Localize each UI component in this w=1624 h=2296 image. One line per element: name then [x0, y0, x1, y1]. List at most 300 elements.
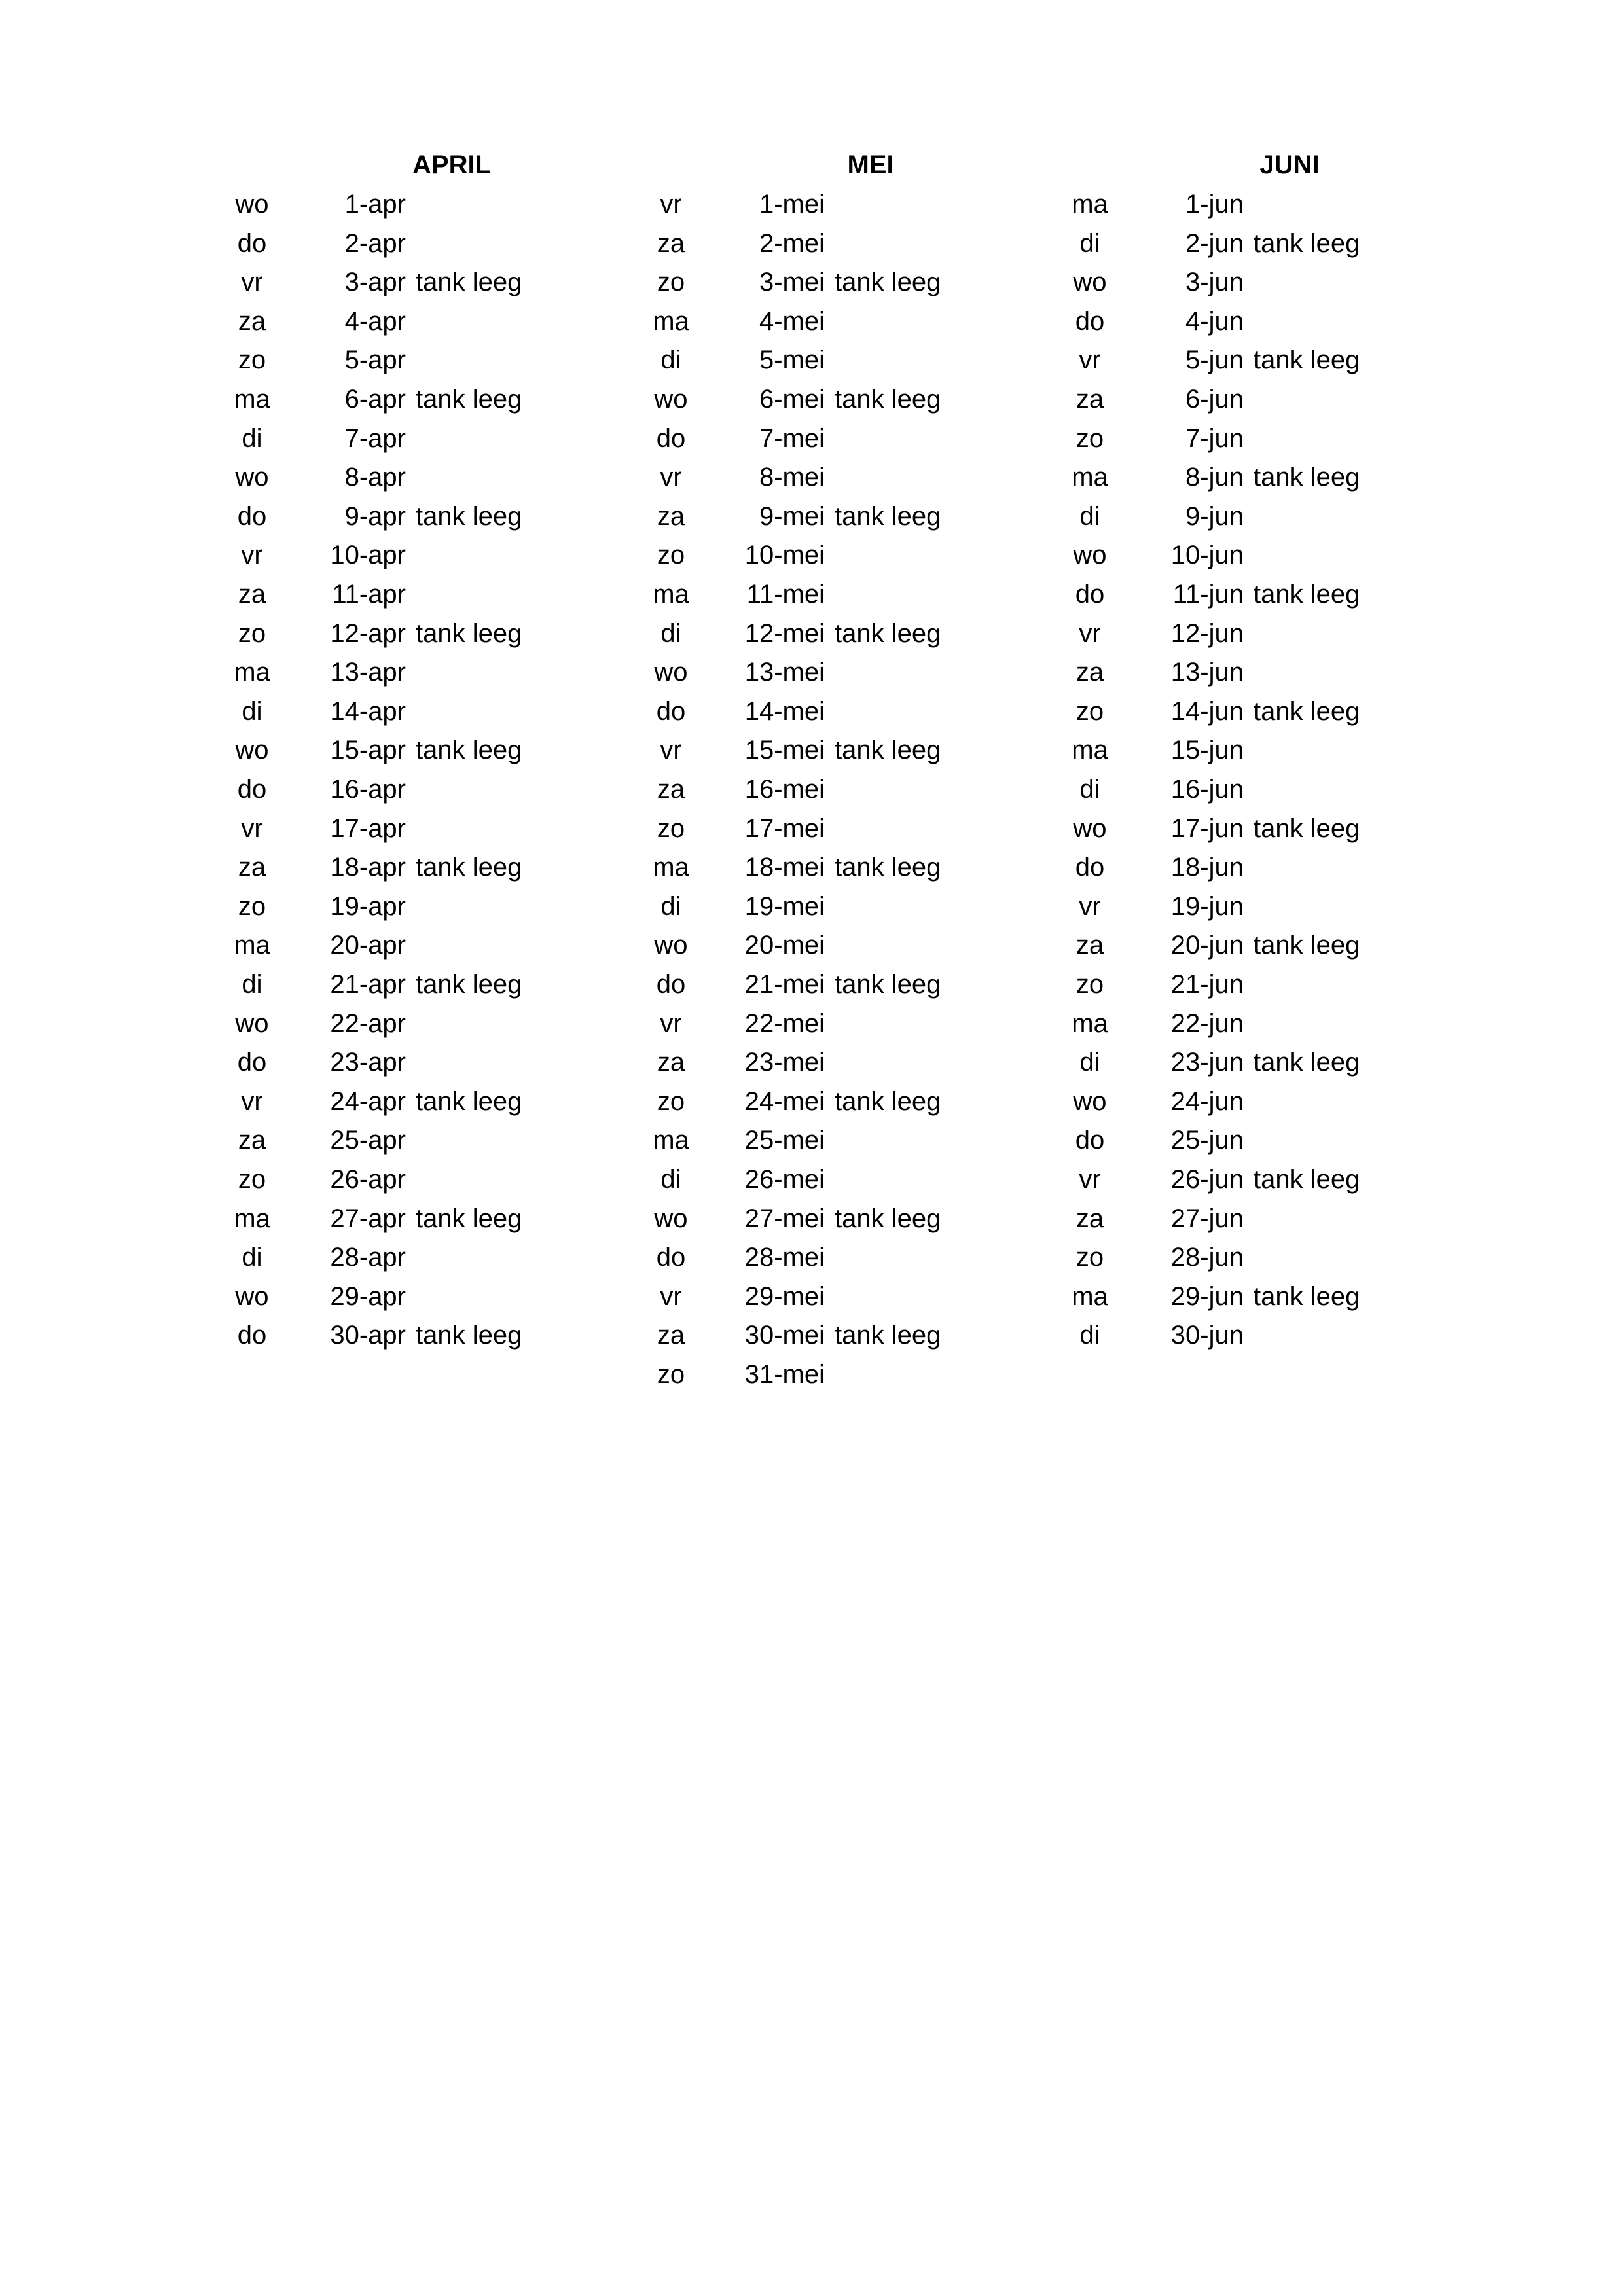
date-label: 5-mei [759, 346, 825, 375]
date-label: 24-apr [330, 1086, 406, 1116]
date-label: 21-apr [330, 970, 406, 999]
calendar-row [216, 1004, 687, 1043]
weekday-label: do [1075, 580, 1105, 609]
weekday-label: za [1075, 1204, 1104, 1233]
date-label: 13-jun [1170, 658, 1244, 687]
tank-status-note: tank leeg [1254, 1165, 1360, 1194]
calendar-row [216, 262, 687, 302]
date-label: 6-apr [344, 385, 406, 414]
date-label: 16-jun [1170, 775, 1244, 804]
weekday-label: di [1079, 1321, 1100, 1350]
weekday-label: vr [660, 190, 682, 219]
weekday-label: vr [1079, 346, 1101, 375]
date-label: 4-apr [344, 306, 406, 336]
date-label: 15-mei [744, 736, 825, 765]
weekday-label: do [237, 1048, 267, 1077]
calendar-row [216, 809, 687, 848]
calendar-row [1054, 1238, 1525, 1277]
weekday-label: do [656, 696, 686, 726]
weekday-label: ma [653, 306, 689, 336]
calendar-row [216, 302, 687, 341]
calendar-row [1054, 614, 1525, 653]
weekday-label: vr [1079, 619, 1101, 648]
date-label: 21-jun [1170, 970, 1244, 999]
weekday-label: zo [657, 268, 685, 297]
calendar-row [635, 457, 1106, 497]
tank-status-note: tank leeg [835, 1086, 941, 1116]
date-label: 10-mei [744, 541, 825, 570]
calendar-row [1054, 1316, 1525, 1355]
date-label: 9-jun [1185, 501, 1244, 531]
tank-status-note: tank leeg [835, 385, 941, 414]
date-label: 27-mei [744, 1204, 825, 1233]
date-label: 7-apr [344, 423, 406, 453]
weekday-label: wo [235, 1282, 269, 1311]
tank-status-note: tank leeg [1254, 463, 1360, 492]
date-label: 18-apr [330, 853, 406, 882]
date-label: 9-apr [344, 501, 406, 531]
date-label: 29-jun [1170, 1282, 1244, 1311]
weekday-label: zo [657, 814, 685, 843]
calendar-row [635, 1199, 1106, 1238]
calendar-row [1054, 1160, 1525, 1199]
tank-status-note: tank leeg [1254, 580, 1360, 609]
date-label: 28-mei [744, 1243, 825, 1272]
date-label: 16-mei [744, 775, 825, 804]
tank-status-note: tank leeg [835, 1204, 941, 1233]
date-label: 2-mei [759, 228, 825, 258]
date-label: 20-apr [330, 931, 406, 960]
month-title: JUNI [1259, 151, 1320, 179]
calendar-row [216, 887, 687, 926]
date-label: 11-jun [1172, 580, 1244, 609]
weekday-label: ma [234, 931, 270, 960]
calendar-row [216, 535, 687, 575]
weekday-label: wo [1073, 541, 1107, 570]
weekday-label: wo [1073, 814, 1107, 843]
calendar-row [635, 1277, 1106, 1316]
calendar-row [216, 457, 687, 497]
weekday-label: di [242, 423, 262, 453]
tank-status-note: tank leeg [835, 970, 941, 999]
weekday-label: za [238, 580, 266, 609]
calendar-row [635, 730, 1106, 770]
calendar-row [1054, 848, 1525, 887]
calendar-row [216, 848, 687, 887]
calendar-row [635, 302, 1106, 341]
weekday-label: di [660, 619, 681, 648]
weekday-label: za [657, 1048, 685, 1077]
tank-status-note: tank leeg [835, 736, 941, 765]
date-label: 28-apr [330, 1243, 406, 1272]
date-label: 5-jun [1185, 346, 1244, 375]
date-label: 15-jun [1170, 736, 1244, 765]
date-label: 27-apr [330, 1204, 406, 1233]
calendar-row [216, 965, 687, 1004]
weekday-label: do [237, 1321, 267, 1350]
weekday-label: za [657, 1321, 685, 1350]
tank-status-note: tank leeg [416, 501, 522, 531]
weekday-label: di [1079, 228, 1100, 258]
weekday-label: wo [654, 1204, 688, 1233]
weekday-label: ma [1072, 1009, 1108, 1038]
weekday-label: di [660, 1165, 681, 1194]
weekday-label: vr [660, 1009, 682, 1038]
date-label: 22-jun [1170, 1009, 1244, 1038]
calendar-row [635, 848, 1106, 887]
date-label: 25-jun [1170, 1126, 1244, 1155]
weekday-label: za [1075, 931, 1104, 960]
date-label: 8-apr [344, 463, 406, 492]
weekday-label: za [657, 228, 685, 258]
weekday-label: ma [1072, 463, 1108, 492]
weekday-label: di [660, 346, 681, 375]
weekday-label: vr [241, 1086, 263, 1116]
calendar-row [216, 1316, 687, 1355]
date-label: 12-mei [744, 619, 825, 648]
calendar-row [216, 380, 687, 419]
weekday-label: do [237, 501, 267, 531]
date-label: 24-mei [744, 1086, 825, 1116]
weekday-label: vr [1079, 1165, 1101, 1194]
weekday-label: wo [654, 385, 688, 414]
calendar-row [635, 185, 1106, 224]
weekday-label: di [242, 1243, 262, 1272]
date-label: 8-mei [759, 463, 825, 492]
weekday-label: di [242, 970, 262, 999]
weekday-label: wo [235, 463, 269, 492]
weekday-label: wo [235, 190, 269, 219]
weekday-label: ma [653, 853, 689, 882]
weekday-label: do [237, 228, 267, 258]
tank-status-note: tank leeg [416, 619, 522, 648]
tank-status-note: tank leeg [835, 268, 941, 297]
date-label: 25-mei [744, 1126, 825, 1155]
date-label: 19-jun [1170, 891, 1244, 921]
calendar-row [216, 185, 687, 224]
date-label: 30-apr [330, 1321, 406, 1350]
calendar-row [635, 887, 1106, 926]
calendar-row [1054, 1199, 1525, 1238]
calendar-row [1054, 965, 1525, 1004]
date-label: 19-apr [330, 891, 406, 921]
calendar-row [635, 965, 1106, 1004]
weekday-label: vr [660, 463, 682, 492]
calendar-row [216, 730, 687, 770]
date-label: 4-jun [1185, 306, 1244, 336]
weekday-label: zo [1075, 696, 1104, 726]
date-label: 21-mei [744, 970, 825, 999]
weekday-label: za [1075, 658, 1104, 687]
date-label: 23-apr [330, 1048, 406, 1077]
calendar-row [216, 419, 687, 458]
date-label: 15-apr [330, 736, 406, 765]
calendar-row [216, 224, 687, 263]
calendar-row [635, 419, 1106, 458]
calendar-row [635, 1316, 1106, 1355]
weekday-label: za [238, 306, 266, 336]
weekday-label: ma [1072, 736, 1108, 765]
weekday-label: ma [1072, 190, 1108, 219]
weekday-label: zo [657, 541, 685, 570]
date-label: 30-mei [744, 1321, 825, 1350]
month-title: APRIL [412, 151, 491, 179]
calendar-row [216, 1199, 687, 1238]
date-label: 12-apr [330, 619, 406, 648]
calendar-row [1054, 925, 1525, 965]
date-label: 1-mei [759, 190, 825, 219]
calendar-row [1054, 535, 1525, 575]
date-label: 31-mei [744, 1360, 825, 1389]
date-label: 10-apr [330, 541, 406, 570]
tank-status-note: tank leeg [835, 501, 941, 531]
calendar-row [635, 575, 1106, 614]
date-label: 30-jun [1170, 1321, 1244, 1350]
date-label: 1-jun [1185, 190, 1244, 219]
calendar-row [1054, 730, 1525, 770]
calendar-row [1054, 457, 1525, 497]
weekday-label: ma [1072, 1282, 1108, 1311]
date-label: 28-jun [1170, 1243, 1244, 1272]
weekday-label: vr [660, 736, 682, 765]
weekday-label: di [1079, 775, 1100, 804]
weekday-label: do [1075, 306, 1105, 336]
calendar-row [1054, 224, 1525, 263]
calendar-row [1054, 185, 1525, 224]
calendar-row [216, 575, 687, 614]
weekday-label: do [656, 970, 686, 999]
weekday-label: vr [1079, 891, 1101, 921]
weekday-label: zo [238, 346, 266, 375]
calendar-row [1054, 809, 1525, 848]
weekday-label: wo [1073, 268, 1107, 297]
date-label: 3-jun [1185, 268, 1244, 297]
date-label: 12-jun [1170, 619, 1244, 648]
weekday-label: do [1075, 853, 1105, 882]
weekday-label: za [1075, 385, 1104, 414]
tank-status-note: tank leeg [1254, 814, 1360, 843]
calendar-row [635, 809, 1106, 848]
calendar-row [635, 925, 1106, 965]
calendar-row [635, 224, 1106, 263]
calendar-row [216, 770, 687, 809]
calendar-row [1054, 262, 1525, 302]
weekday-label: wo [654, 931, 688, 960]
weekday-label: vr [241, 541, 263, 570]
date-label: 29-mei [744, 1282, 825, 1311]
date-label: 17-mei [744, 814, 825, 843]
weekday-label: zo [238, 891, 266, 921]
weekday-label: zo [1075, 1243, 1104, 1272]
weekday-label: wo [1073, 1086, 1107, 1116]
calendar-row [1054, 887, 1525, 926]
date-label: 22-apr [330, 1009, 406, 1038]
date-label: 5-apr [344, 346, 406, 375]
calendar-row [635, 1355, 1106, 1394]
tank-status-note: tank leeg [416, 970, 522, 999]
tank-status-note: tank leeg [416, 1086, 522, 1116]
month-title: MEI [847, 151, 894, 179]
calendar-row [635, 1082, 1106, 1121]
tank-status-note: tank leeg [1254, 346, 1360, 375]
weekday-label: di [660, 891, 681, 921]
calendar-row [216, 692, 687, 731]
calendar-row [216, 614, 687, 653]
weekday-label: zo [1075, 970, 1104, 999]
calendar-row [1054, 770, 1525, 809]
weekday-label: ma [234, 1204, 270, 1233]
calendar-row [635, 1043, 1106, 1082]
date-label: 14-jun [1170, 696, 1244, 726]
calendar-row [1054, 497, 1525, 536]
date-label: 4-mei [759, 306, 825, 336]
date-label: 1-apr [344, 190, 406, 219]
date-label: 14-mei [744, 696, 825, 726]
weekday-label: vr [241, 814, 263, 843]
calendar-row [1054, 575, 1525, 614]
calendar-row [216, 1043, 687, 1082]
date-label: 2-jun [1185, 228, 1244, 258]
date-label: 7-mei [759, 423, 825, 453]
calendar-row [1054, 419, 1525, 458]
date-label: 11-mei [746, 580, 825, 609]
calendar-row [635, 614, 1106, 653]
calendar-row [635, 1004, 1106, 1043]
calendar-row [216, 1277, 687, 1316]
date-label: 18-jun [1170, 853, 1244, 882]
calendar-row [635, 1160, 1106, 1199]
date-label: 9-mei [759, 501, 825, 531]
date-label: 22-mei [744, 1009, 825, 1038]
weekday-label: zo [238, 619, 266, 648]
weekday-label: zo [657, 1086, 685, 1116]
date-label: 17-jun [1170, 814, 1244, 843]
date-label: 23-mei [744, 1048, 825, 1077]
calendar-row [1054, 380, 1525, 419]
weekday-label: ma [234, 658, 270, 687]
weekday-label: zo [1075, 423, 1104, 453]
date-label: 16-apr [330, 775, 406, 804]
date-label: 3-apr [344, 268, 406, 297]
tank-status-note: tank leeg [1254, 1282, 1360, 1311]
tank-status-note: tank leeg [416, 1204, 522, 1233]
weekday-label: zo [657, 1360, 685, 1389]
calendar-row [1054, 1004, 1525, 1043]
tank-status-note: tank leeg [835, 1321, 941, 1350]
date-label: 26-apr [330, 1165, 406, 1194]
tank-status-note: tank leeg [416, 268, 522, 297]
date-label: 2-apr [344, 228, 406, 258]
calendar-row [635, 380, 1106, 419]
weekday-label: do [656, 423, 686, 453]
calendar-row [635, 535, 1106, 575]
calendar-row [1054, 653, 1525, 692]
calendar-row [1054, 692, 1525, 731]
date-label: 13-mei [744, 658, 825, 687]
tank-status-note: tank leeg [416, 853, 522, 882]
calendar-row [1054, 340, 1525, 380]
tank-status-note: tank leeg [1254, 696, 1360, 726]
tank-status-note: tank leeg [416, 385, 522, 414]
calendar-row [635, 770, 1106, 809]
date-label: 8-jun [1185, 463, 1244, 492]
date-label: 29-apr [330, 1282, 406, 1311]
date-label: 13-apr [330, 658, 406, 687]
calendar-row [635, 497, 1106, 536]
date-label: 20-mei [744, 931, 825, 960]
tank-status-note: tank leeg [416, 736, 522, 765]
date-label: 20-jun [1170, 931, 1244, 960]
calendar-row [1054, 1082, 1525, 1121]
date-label: 18-mei [744, 853, 825, 882]
date-label: 26-mei [744, 1165, 825, 1194]
calendar-row [635, 653, 1106, 692]
calendar-row [635, 692, 1106, 731]
weekday-label: za [238, 1126, 266, 1155]
calendar-row [635, 1121, 1106, 1160]
calendar-row [1054, 1277, 1525, 1316]
tank-status-note: tank leeg [1254, 931, 1360, 960]
weekday-label: wo [654, 658, 688, 687]
tank-status-note: tank leeg [1254, 228, 1360, 258]
date-label: 6-jun [1185, 385, 1244, 414]
calendar-row [216, 1160, 687, 1199]
tank-status-note: tank leeg [835, 853, 941, 882]
calendar-row [216, 1238, 687, 1277]
calendar-row [1054, 302, 1525, 341]
calendar-row [635, 340, 1106, 380]
weekday-label: wo [235, 1009, 269, 1038]
weekday-label: vr [660, 1282, 682, 1311]
calendar-row [1054, 1043, 1525, 1082]
calendar-row [635, 262, 1106, 302]
date-label: 19-mei [744, 891, 825, 921]
weekday-label: vr [241, 268, 263, 297]
weekday-label: di [1079, 1048, 1100, 1077]
date-label: 14-apr [330, 696, 406, 726]
date-label: 7-jun [1185, 423, 1244, 453]
calendar-row [216, 497, 687, 536]
weekday-label: ma [234, 385, 270, 414]
weekday-label: wo [235, 736, 269, 765]
calendar-row [635, 1238, 1106, 1277]
date-label: 3-mei [759, 268, 825, 297]
date-label: 24-jun [1170, 1086, 1244, 1116]
weekday-label: ma [653, 580, 689, 609]
date-label: 10-jun [1170, 541, 1244, 570]
weekday-label: di [1079, 501, 1100, 531]
weekday-label: za [657, 501, 685, 531]
weekday-label: do [656, 1243, 686, 1272]
weekday-label: za [238, 853, 266, 882]
tank-status-note: tank leeg [1254, 1048, 1360, 1077]
weekday-label: di [242, 696, 262, 726]
calendar-row [216, 653, 687, 692]
weekday-label: do [1075, 1126, 1105, 1155]
date-label: 23-jun [1170, 1048, 1244, 1077]
weekday-label: za [657, 775, 685, 804]
weekday-label: zo [238, 1165, 266, 1194]
tank-status-note: tank leeg [835, 619, 941, 648]
weekday-label: ma [653, 1126, 689, 1155]
calendar-row [216, 1121, 687, 1160]
date-label: 25-apr [330, 1126, 406, 1155]
date-label: 17-apr [330, 814, 406, 843]
date-label: 27-jun [1170, 1204, 1244, 1233]
tank-status-note: tank leeg [416, 1321, 522, 1350]
date-label: 11-apr [332, 580, 406, 609]
calendar-row [1054, 1121, 1525, 1160]
